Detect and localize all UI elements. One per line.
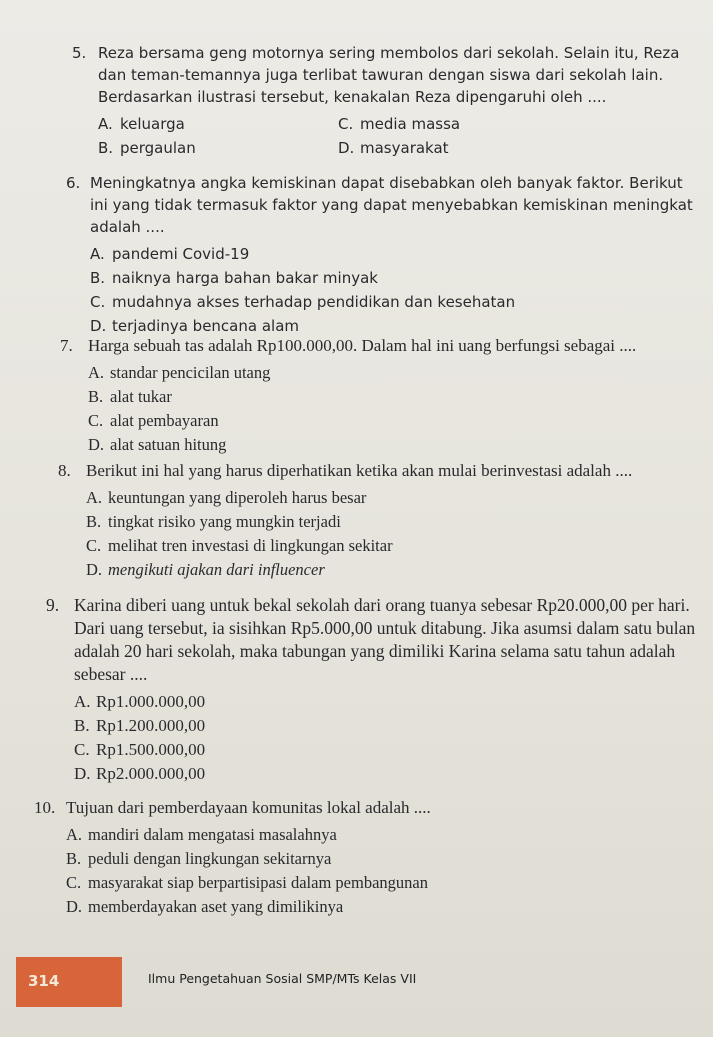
question-6 bbox=[66, 172, 708, 338]
question-number: 8. bbox=[58, 461, 71, 480]
question-7 bbox=[60, 335, 710, 457]
option-b: B. pergaulan bbox=[98, 139, 196, 157]
option-c: C. mudahnya akses terhadap pendidikan dan kesehatan bbox=[90, 293, 516, 311]
option-d: D. mengikuti ajakan dari influencer bbox=[86, 560, 325, 579]
question-text: Harga sebuah tas adalah Rp100.000,00. Dalam hal ini uang berfungsi sebagai .... bbox=[88, 336, 637, 355]
option-a: A. pandemi Covid-19 bbox=[90, 245, 250, 263]
option-d: D. terjadinya bencana alam bbox=[90, 317, 299, 335]
option-a: A. standar pencicilan utang bbox=[88, 363, 271, 382]
options-list bbox=[74, 690, 712, 786]
question-5 bbox=[72, 42, 708, 162]
option-c: C. melihat tren investasi di lingkungan sekitar bbox=[86, 536, 393, 555]
option-b: B. alat tukar bbox=[88, 387, 172, 406]
option-c: C. masyarakat siap berpartisipasi dalam pembangunan bbox=[66, 873, 428, 892]
question-number: 5. bbox=[72, 44, 87, 62]
options-list bbox=[98, 112, 708, 162]
option-c: C. alat pembayaran bbox=[88, 411, 219, 430]
question-10 bbox=[34, 797, 710, 919]
option-b: B. naiknya harga bahan bakar minyak bbox=[90, 269, 378, 287]
option-c: C. media massa bbox=[338, 115, 461, 133]
question-number: 7. bbox=[60, 336, 73, 355]
book-title: Ilmu Pengetahuan Sosial SMP/MTs Kelas VII bbox=[148, 971, 417, 986]
option-d: D. memberdayakan aset yang dimilikinya bbox=[66, 897, 344, 916]
question-text: Berikut ini hal yang harus diperhatikan ketika akan mulai berinvestasi adalah .... bbox=[86, 461, 633, 480]
question-9 bbox=[46, 594, 712, 786]
options-list bbox=[86, 486, 710, 582]
question-text: Reza bersama geng motornya sering membolos dari sekolah. Selain itu, Reza dan teman-temannya juga terlibat tawuran dengan siswa dari sekolah lain. Berdasarkan ilustrasi tersebut, kenakalan Reza dipengaruhi oleh .... bbox=[98, 44, 680, 106]
option-b: B. Rp1.200.000,00 bbox=[74, 716, 206, 735]
page-number: 314 bbox=[16, 957, 122, 1007]
question-number: 9. bbox=[46, 595, 60, 615]
option-a: A. mandiri dalam mengatasi masalahnya bbox=[66, 825, 337, 844]
option-d: D. masyarakat bbox=[338, 139, 449, 157]
question-text: Tujuan dari pemberdayaan komunitas lokal adalah .... bbox=[66, 798, 431, 817]
options-list bbox=[66, 823, 710, 919]
question-text: Karina diberi uang untuk bekal sekolah dari orang tuanya sebesar Rp20.000,00 per hari. Dari uang tersebut, ia sisihkan Rp5.000,00 untuk ditabung. Jika asumsi dalam satu bulan adalah 20 hari sekolah, maka tabungan yang dimiliki Karina selama satu tahun adalah sebesar .... bbox=[74, 595, 696, 684]
option-b: B. peduli dengan lingkungan sekitarnya bbox=[66, 849, 332, 868]
option-a: A. keluarga bbox=[98, 115, 185, 133]
options-list bbox=[90, 242, 708, 338]
option-d: D. Rp2.000.000,00 bbox=[74, 764, 206, 783]
option-a: A. keuntungan yang diperoleh harus besar bbox=[86, 488, 367, 507]
option-d: D. alat satuan hitung bbox=[88, 435, 227, 454]
question-number: 6. bbox=[66, 174, 81, 192]
page-footer bbox=[0, 955, 713, 1015]
option-a: A. Rp1.000.000,00 bbox=[74, 692, 206, 711]
option-b: B. tingkat risiko yang mungkin terjadi bbox=[86, 512, 341, 531]
question-number: 10. bbox=[34, 798, 56, 817]
options-list bbox=[88, 361, 710, 457]
question-8 bbox=[58, 460, 710, 582]
question-text: Meningkatnya angka kemiskinan dapat disebabkan oleh banyak faktor. Berikut ini yang tidak termasuk faktor yang dapat menyebabkan kemiskinan meningkat adalah .... bbox=[90, 174, 693, 236]
option-c: C. Rp1.500.000,00 bbox=[74, 740, 206, 759]
